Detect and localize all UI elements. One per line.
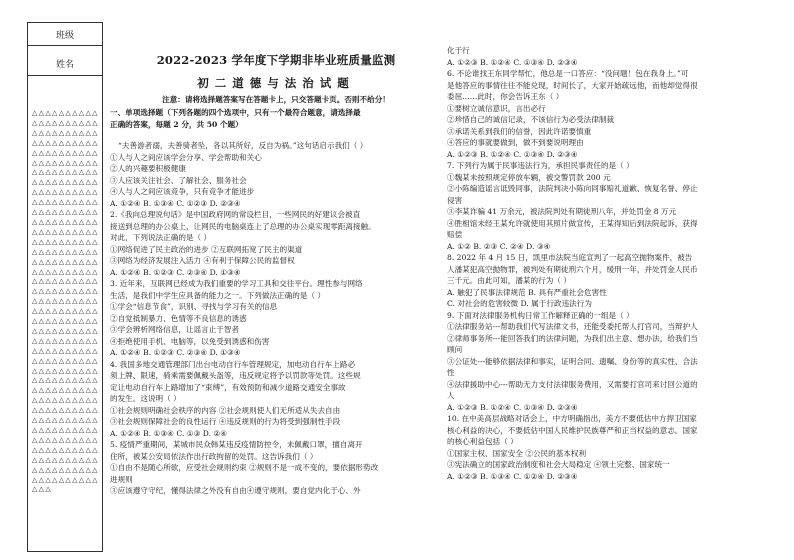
question-line: 的核心利益包括（ ） xyxy=(447,437,518,446)
question-line: ①自由不是随心所欲，应受社会规则约束 ②规则不是一成不变的，要依据形势改 xyxy=(110,463,379,472)
question-line: ②小陈编造谣言诋毁同事，法院判决小陈向同事赔礼道歉、恢复名誉、停止 xyxy=(447,184,698,193)
question-line: 须上牌、限速，骑乘需要佩戴头盔等，违反规定将予以罚款等处罚。这些规 xyxy=(110,371,361,380)
name-divider xyxy=(28,75,102,76)
question-line: A. ①② B. ②③ C. ②④ D. ③④ xyxy=(447,241,551,251)
question-line: 接送到总理的办公桌上，让网民的电脑桌连上了总理的办公桌实现零距离接触。 xyxy=(110,221,376,231)
question-line: 7. 下列行为属于民事违法行为，承担民事责任的是（ ） xyxy=(447,161,634,170)
question-line: ③公证处---能够依据法律和事实，证明合同、遗嘱、身份等的真实性、合法 xyxy=(447,356,698,366)
question-line: ③承诺关系到我们的信誉，因此许诺要慎重 xyxy=(447,126,592,136)
question-line: A. ①②③ B. ①②④ C. ①③④ D. ②③④ xyxy=(447,402,578,412)
question-line: 化于行 xyxy=(447,46,470,55)
question-line: A. ①②④ B. ①②③ C. ②③④ D. ①③④ xyxy=(110,348,241,357)
question-line: 10. 在中美高层战略对话会上，中方明确指出，美方不要低估中方捍卫国家 xyxy=(447,414,697,423)
class-label: 班级 xyxy=(55,31,74,41)
question-line: ①人与人之间应该学会分享、学会帮助和关心 xyxy=(110,152,262,162)
question-line: 进规则 xyxy=(110,474,133,484)
question-line: 核心利益的决心，不要低估中国人民维护民族尊严和正当权益的意志。国家 xyxy=(447,425,698,435)
question-line: A. ①②③ B. ①②④ C. ①③④ D. ②③④ xyxy=(447,149,578,159)
question-line: ①法律服务站---帮助我们代写法律文书，还能受委托帮人打官司，当辩护人 xyxy=(447,322,698,331)
notice: 注意：请将选择题答案写在答题卡上，只交答题卡页。否则不给分！ xyxy=(162,95,390,104)
question-line: ③网络为经济发展注入活力 ④有利于保障公民的监督权 xyxy=(110,256,295,265)
question-line: 的发生。这说明（ ） xyxy=(110,394,181,403)
question-line: 生活，是我们中学生应具备的能力之一。下列做法正确的是（ ） xyxy=(110,290,326,300)
section-heading xyxy=(110,107,442,130)
question-line: ④拒绝使用手机、电脑等，以免受到诱惑和伤害 xyxy=(110,336,270,346)
question-line: ③学会辨析网络信息，让谣言止于智者 xyxy=(110,325,240,334)
question-line: ③宪法确立的国家政治制度和社会大局稳定 ④领土完整、国家统一 xyxy=(447,460,670,469)
question-line: 侵害 xyxy=(447,195,463,205)
question-line: ②自觉抵制暴力、色情等不良信息的诱惑 xyxy=(110,313,247,323)
question-line: 人潘某犯高空抛物罪，被判处有期徒刑六个月，缓刑一年，并处罚金人民币 xyxy=(447,264,698,274)
question-line: ③应该遵守守纪，懂得法律之外没有自由④遵守规则，要自觉内化于心、外 xyxy=(110,486,361,495)
question-line: 委屈……此时，你会告诉王东（ ） xyxy=(447,92,564,101)
exam-subtitle: 初二道德与法治试题 xyxy=(197,76,355,90)
question-line: 6. 不论谁找王东同学帮忙，他总是一口答应：“没问题！包在我身上。”可 xyxy=(447,69,689,78)
question-line: 是他答应的事情往往不能兑现，时间长了，大家开始疏远他，而他却觉得很 xyxy=(447,80,698,90)
question-line: 三千元。由此可知，潘某的行为（ ） xyxy=(447,276,571,285)
question-line: “夫善游者溺，夫善骑者坠，各以其所好，反自为祸。”这句话启示我们（ ） xyxy=(118,141,368,150)
left-column xyxy=(110,140,442,497)
question-line: ③社会规则保障社会的良性运行 ④违反规则的行为将受到强制性手段 xyxy=(110,417,341,426)
question-line: ②律师事务所---能回答我们的法律问题，为我们出主意、想办法，给我们当 xyxy=(447,333,698,343)
question-line: 5. 疫情严重期间，某城市民众韩某违反疫情防控令，未佩戴口罩，擅自离开 xyxy=(110,440,363,449)
question-line: A. ①②③ B. ①③④ C. ①②④ D. ②③④ xyxy=(447,471,578,481)
question-line: A. 触犯了民事法律规范 B. 具有严重社会危害性 xyxy=(447,287,607,297)
question-line: ①要树立诚信意识，言出必行 xyxy=(447,103,546,113)
question-line: A. ①②④ B. ①②③ C. ②③④ D. ①③④ xyxy=(110,267,241,277)
name-label: 姓名 xyxy=(55,60,74,70)
question-line: ①国家主权、国家安全 ②公民的基本权利 xyxy=(447,448,587,458)
question-line: ④人与人之间应该竞争，只有竞争才能进步 xyxy=(110,187,255,196)
question-line: ④胜相馆未经王某允许就使用其照片做宣传，王某得知后到法院起诉，获得 xyxy=(447,218,698,228)
question-line: ④答应的事就要做到，做不到要说明理由 xyxy=(447,138,584,147)
exam-title: 2022-2023 学年度下学期非毕业班质量监测 xyxy=(156,53,396,67)
question-line: ①网络促进了民主政治的进步 ②互联网拓宽了民主的渠道 xyxy=(110,244,303,254)
question-line: A. ①②④ B. ①③④ C. ①③ D. ②④ xyxy=(110,428,228,438)
question-line: 性 xyxy=(447,368,455,377)
question-line: 4. 我国多地交通管理部门出台电动自行车管理规定，加电动自行车上路必 xyxy=(110,359,356,369)
question-line: ②珍惜自己的诚信记录，不该信行为必受法律制裁 xyxy=(447,115,615,124)
question-line: 对此，下列说法正确的是（ ） xyxy=(110,233,212,242)
question-line: ④法律援助中心---帮助无力支付法律服务费用，又需要打官司来讨回公道的 xyxy=(447,379,698,389)
question-line: ③李某诈骗 41 万余元，被法院判处有期徒刑八年，并处罚金 8 万元 xyxy=(447,207,677,216)
question-line: 8. 2022 年 4 月 15 日，凯里市法院当庭宣判了一起高空抛物案件，被告 xyxy=(447,253,693,262)
question-line: 定让电动自行车上路增加了“束缚”，有效预防和减少道路交通安全事故 xyxy=(110,382,346,392)
question-line: ①魏某未按照规定停放车辆，被交警罚款 200 元 xyxy=(447,172,611,182)
class-divider xyxy=(28,45,102,46)
question-line: ①学会“信息节食”，识别、寻找与学习有关的信息 xyxy=(110,302,278,311)
question-line: ③人应该关注社会、了解社会、服务社会 xyxy=(110,175,247,185)
question-line: C. 对社会的危害较微 D. 属于行政违法行为 xyxy=(447,299,592,308)
question-line: 赔偿 xyxy=(447,230,463,239)
question-line: A. ①②④ B. ①③④ C. ①②③ D. ②③④ xyxy=(110,198,241,208)
seal-line-triangles: △△△△△△△△△△△△△△△△△△△△△△△△△△△△△△△△△△△△△△△△△△△△△△△△△△△△△△△△△△△△△△△△△△△△△△△△△△△△△△△△△△△△△△△△△△△△△△△△△△△△△△△△△△△△△△△△△△△△△△△△△△△△△△△△△△△△△△△△△△△△△△△△△△△△△△△△△△△△△△△△△△△△△△△△△△△△△△△△△△△△△△△△△△△△△△△△△△△△△△△△△△△△△△△△△△△△△△△△△△△△△△△△△△△△△△△△△△△△△△△△△△△△△△△△△△△△△△△△△△△△△△△△△△△△△△△△△△△△△△△△△△△△△△△△△△△△△△△△△△△△△△△△△△△△△△△△△△△△△△△△△△△△△△△△△△△△△△△△△△△△△△△△△△△△△△△△△△△△△△△△△△△△△△△△△△△△△△△△△△△△△△△ xyxy=(32,109,99,494)
question-line: 人 xyxy=(447,391,455,400)
question-line: ①社会规则明确社会秩序的内容 ②社会规则使人们无所适从失去自由 xyxy=(110,405,341,415)
question-line: 顾问 xyxy=(447,345,463,354)
section-heading-line: 一、单项选择题（下列各题的四个选项中，只有一个最符合题意，请选择最 xyxy=(110,108,361,117)
question-line: ②人的兴趣要积极健康 xyxy=(110,164,186,173)
question-line: 住所，被某公安局依法作出行政拘留的处罚。这告诉我们（ ） xyxy=(110,451,318,461)
question-line: A. ①②③ B. ①②④ C. ①③④ D. ②③④ xyxy=(447,57,578,67)
binding-strip xyxy=(27,22,103,552)
question-line: 9. 下面对法律服务机构日常工作解释正确的一组是（ ） xyxy=(447,310,634,320)
right-column xyxy=(447,45,781,482)
question-line: 3. 近年来，互联网已经成为我们重要的学习工具和交往平台。理性参与网络 xyxy=(110,279,363,288)
question-line: 2.《我向总理说句话》是中国政府网的常设栏目，一些网民的好建议会被直 xyxy=(110,210,361,219)
section-heading-line: 正确的答案，每题 2 分，共 50 个题） xyxy=(110,119,243,129)
